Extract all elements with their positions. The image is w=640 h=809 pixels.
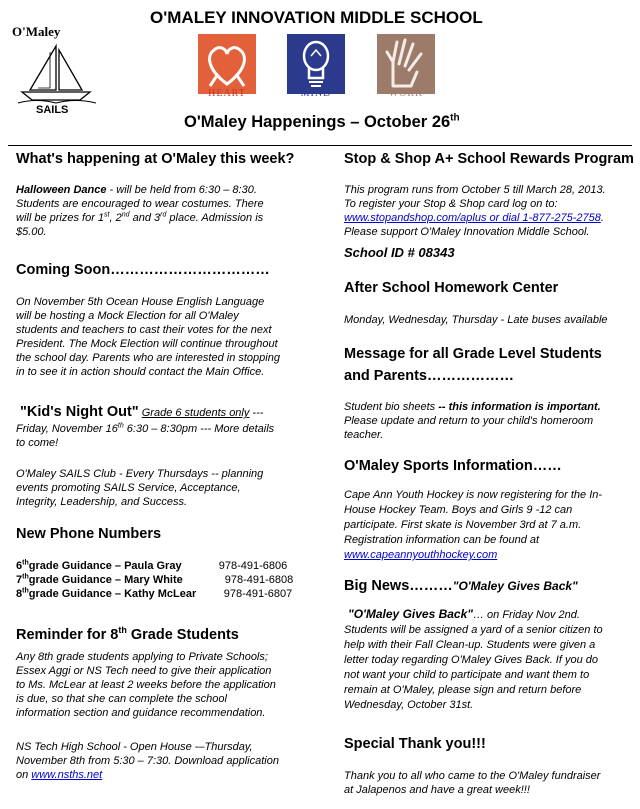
halloween-text-4: $5.00. [16,226,47,238]
gives-line: letter today regarding O'Maley Gives Back. If you do [344,654,598,666]
coming-soon-heading: Coming Soon…………………………… [16,262,270,278]
reminder-paragraph [16,650,276,720]
coming-line: will be hosting a Mock Election for all O'Maley [16,310,239,322]
stop-link-end: . [600,212,604,224]
phone-grade: 8 [16,588,23,600]
phone-grade: 7 [16,574,23,586]
work-logo [377,34,435,94]
hockey-link[interactable]: www.capeannyouthhockey.com [344,549,498,561]
thanks-heading: Special Thank you!!! [344,736,486,752]
work-label: WORK [388,88,424,99]
nstech-line: NS Tech High School - Open House -–Thursday, [16,741,253,753]
coming-line: President. The Mock Election will continue throughout [16,338,278,350]
logo-top-text: O'Maley [12,24,61,39]
message-heading-line1: Message for all Grade Level Students [344,346,602,362]
phone-row [16,587,293,601]
reminder-line: Any 8th grade students applying to Private Schools; [16,651,268,663]
reminder-line: information section and guidance recommendation. [16,707,266,719]
stop-shop-paragraph [344,183,606,239]
nsths-link[interactable]: www.nsths.net [31,769,103,781]
sup-st: st [104,211,110,219]
big-news-heading [344,577,578,595]
gives-line: … on Friday Nov 2nd. [472,609,580,621]
kids-night-date: Friday, November 16 [16,423,118,435]
stop-line: This program runs from October 5 till March 28, 2013. [344,184,606,196]
sports-line: participate. First skate is November 3rd at 7 a.m. [344,519,582,531]
kids-night-block [16,404,274,450]
reminder-heading-b: Grade Students [126,627,239,643]
phone-label: grade Guidance – Kathy McLear [28,588,197,600]
phone-number: 978-491-6807 [223,588,293,600]
kids-night-time: 6:30 – 8:30pm --- More details [123,423,275,435]
phone-sup: th [22,587,29,595]
lightbulb-icon [287,34,345,94]
kids-night-sup: th [117,422,124,430]
page-title-sup: th [450,112,460,124]
kids-night-grade: Grade 6 students only [141,407,250,419]
gives-line: Wednesday, October 31st. [344,699,474,711]
sup-nd: nd [121,211,130,219]
sports-line: Cape Ann Youth Hockey is now registering for the In- [344,489,603,501]
sails-line: O'Maley SAILS Club - Every Thursdays -- planning [16,468,264,480]
gives-back-paragraph [344,607,603,713]
heart-label: HEART [208,88,246,99]
homework-text: Monday, Wednesday, Thursday - Late buses available [344,314,608,326]
gives-line: help with their Fall Clean-up. Students were given a [344,639,596,651]
bio-paragraph [344,400,601,442]
gives-line: Students will be assigned a yard of a senior citizen to [344,624,603,636]
phone-grade: 6 [16,560,23,572]
stop-shop-heading: Stop & Shop A+ School Rewards Program [344,151,634,167]
sports-paragraph [344,488,602,563]
coming-line: in to see it in action should contact the Main Office. [16,366,265,378]
reminder-heading [16,627,239,643]
bio-text-a: Student bio sheets [344,401,439,413]
phone-list [16,559,293,601]
phone-label: grade Guidance – Paula Gray [28,560,182,572]
halloween-title: Halloween Dance [16,184,107,196]
kids-night-title: "Kid's Night Out" [20,404,139,420]
halloween-text-2: Students are encouraged to wear costumes. There [16,198,264,210]
header-divider [8,145,632,146]
bio-text-3: teacher. [344,429,384,441]
sup-rd: rd [160,211,167,219]
homework-heading: After School Homework Center [344,280,559,296]
phone-sup: th [22,559,29,567]
coming-line: students and teachers to cast their votes for the next [16,324,272,336]
phone-number: 978-491-6806 [218,560,288,572]
sports-heading: O'Maley Sports Information…… [344,458,562,474]
coming-line: On November 5th Ocean House English Language [16,296,265,308]
gives-line: not want your child to participate and want them to [344,669,590,681]
logo-bottom-text: SAILS [36,104,69,116]
mind-label: MIND [300,88,332,99]
week-heading: What's happening at O'Maley this week? [16,151,295,167]
stop-support: Please support O'Maley Innovation Middle School. [344,226,590,238]
reminder-line: is due, so that she can complete the school [16,693,227,705]
stop-line: To register your Stop & Shop card log on to: [344,198,558,210]
sails-logo [8,20,103,120]
sails-club-paragraph [16,467,263,509]
thanks-paragraph [344,769,600,797]
hand-icon [377,34,435,94]
bio-text-2: Please update and return to your child's homeroom [344,415,594,427]
sports-line: Registration information can be found at [344,534,540,546]
reminder-line: Essex Aggi or NS Tech need to give their application [16,665,272,677]
school-name: O'MALEY INNOVATION MIDDLE SCHOOL [150,8,483,27]
halloween-text-3b: , 2 [109,212,122,224]
nstech-paragraph [16,740,279,782]
halloween-paragraph [16,183,316,239]
halloween-text-3a: will be prizes for 1 [16,212,105,224]
halloween-text-1: - will be held from 6:30 – 8:30. [106,184,257,196]
mind-logo [287,34,345,94]
sails-line: Integrity, Leadership, and Success. [16,496,188,508]
phone-number: 978-491-6808 [224,574,294,586]
nstech-line: November 8th from 5:30 – 7:30. Download application [16,755,279,767]
reminder-line: to Ms. McLear at least 2 weeks before the application [16,679,276,691]
phone-row [16,559,293,573]
stop-shop-link[interactable]: www.stopandshop.com/aplus or dial 1-877-275-2758 [344,212,601,224]
sailboat-icon [16,42,98,104]
reminder-heading-a: Reminder for 8 [16,627,119,643]
phone-sup: th [22,573,29,581]
heart-logo [198,34,256,94]
phone-label: grade Guidance – Mary White [28,574,183,586]
halloween-text-3d: place. Admission is [166,212,264,224]
phone-row [16,573,293,587]
reminder-heading-sup: th [118,625,127,636]
message-heading-line2: and Parents……………… [344,368,514,384]
page-title [184,113,460,132]
big-news-title: Big News……… [344,578,453,594]
halloween-text-3c: and 3 [129,212,161,224]
bio-text-b: -- this information is important. [438,401,601,413]
coming-soon-paragraph [16,295,280,379]
message-heading [344,343,602,387]
thanks-line: at Jalapenos and have a great week!!! [344,784,530,796]
heart-hands-icon [198,34,256,94]
nstech-line: on [16,769,32,781]
page-title-text: O'Maley Happenings – October 26 [184,113,451,131]
big-news-sub: "O'Maley Gives Back" [452,579,578,593]
thanks-line: Thank you to all who came to the O'Maley fundraiser [344,770,601,782]
coming-line: the school day. Parents who are interested in stopping [16,352,280,364]
gives-back-title: "O'Maley Gives Back" [348,607,473,621]
gives-line: remain at O'Maley, please sign and return before [344,684,582,696]
kids-night-more: to come! [16,437,59,449]
school-id: School ID # 08343 [344,245,455,260]
sports-line: House Hockey Team. Boys and Girls 9 -12 can [344,504,573,516]
sails-line: events promoting SAILS Service, Acceptance, [16,482,241,494]
kids-night-dash: --- [249,407,264,419]
phone-heading: New Phone Numbers [16,526,162,542]
